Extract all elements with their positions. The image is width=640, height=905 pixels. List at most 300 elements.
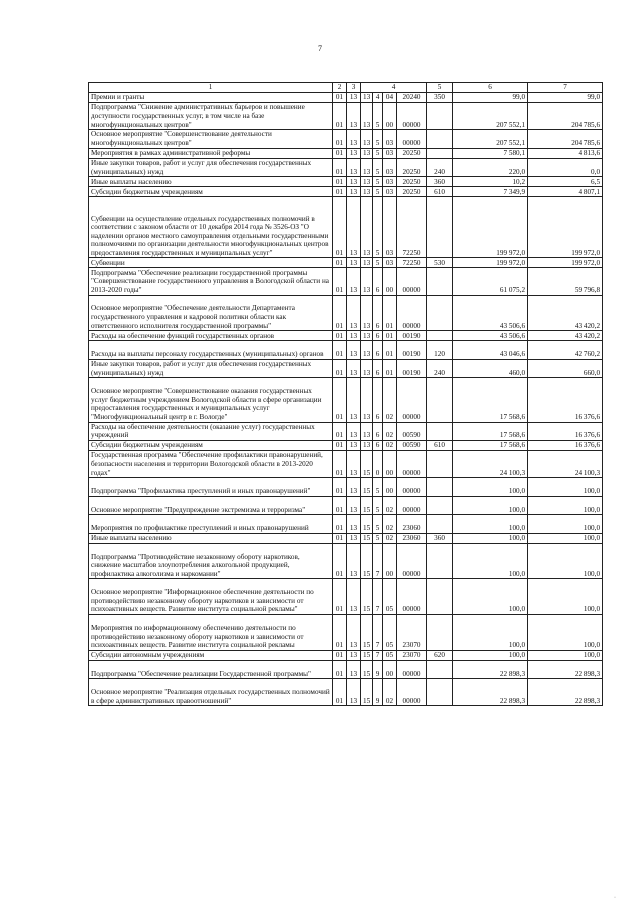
row-name: Основное мероприятие "Совершенствование оказания государственных услуг бюджетным учреждением Вологодской области в сфере организации предоставления государственных и муниципальных услуг "Многофункциональный центр в г. Вологде" — [89, 378, 333, 422]
row-program: 13 — [361, 177, 373, 187]
row-amount-6: 460,0 — [453, 359, 528, 378]
row-section: 01 — [333, 295, 347, 331]
row-name: Расходы на выплаты персоналу государственных (муниципальных) органов — [89, 341, 333, 360]
table-row — [89, 496, 603, 515]
row-amount-7: 100,0 — [528, 515, 603, 534]
row-expense-type: 350 — [427, 93, 453, 103]
row-expense-type — [427, 660, 453, 679]
row-direction: 00000 — [397, 660, 427, 679]
row-section: 01 — [333, 378, 347, 422]
row-subprogram: 6 — [373, 359, 383, 378]
row-subprogram: 6 — [373, 378, 383, 422]
row-program: 15 — [361, 660, 373, 679]
row-name: Подпрограмма "Противодействие незаконному обороту наркотиков, снижение масштабов злоупотребления алкогольной продукцией, профилактика алкоголизма и наркомании" — [89, 543, 333, 579]
row-expense-type — [427, 451, 453, 478]
row-activity: 00 — [383, 103, 397, 130]
row-program: 13 — [361, 258, 373, 268]
row-subsection: 13 — [347, 496, 361, 515]
row-direction: 00190 — [397, 359, 427, 378]
row-section: 01 — [333, 422, 347, 441]
row-subprogram: 7 — [373, 615, 383, 651]
row-subsection: 13 — [347, 177, 361, 187]
row-activity: 00 — [383, 660, 397, 679]
row-expense-type — [427, 295, 453, 331]
table-row — [89, 130, 603, 149]
row-subprogram: 5 — [373, 533, 383, 543]
row-amount-7: 199 972,0 — [528, 258, 603, 268]
row-expense-type — [427, 478, 453, 497]
header-col-4: 4 — [361, 83, 427, 93]
row-program: 15 — [361, 543, 373, 579]
header-col-5: 5 — [427, 83, 453, 93]
row-name: Субсидии бюджетным учреждениям — [89, 187, 333, 197]
row-direction: 00000 — [397, 496, 427, 515]
table-row — [89, 258, 603, 268]
row-subprogram: 5 — [373, 258, 383, 268]
row-activity: 02 — [383, 422, 397, 441]
row-amount-7: 99,0 — [528, 93, 603, 103]
row-subsection: 13 — [347, 441, 361, 451]
row-amount-7: 204 785,6 — [528, 103, 603, 130]
table-row — [89, 341, 603, 360]
table-body — [89, 93, 603, 706]
table-row — [89, 103, 603, 130]
row-subsection: 13 — [347, 93, 361, 103]
row-section: 01 — [333, 579, 347, 615]
row-section: 01 — [333, 197, 347, 258]
row-amount-6: 100,0 — [453, 650, 528, 660]
row-amount-7: 4 807,1 — [528, 187, 603, 197]
row-amount-6: 99,0 — [453, 93, 528, 103]
row-subprogram: 5 — [373, 187, 383, 197]
row-subsection: 13 — [347, 422, 361, 441]
row-subprogram: 6 — [373, 341, 383, 360]
table-row — [89, 268, 603, 295]
row-amount-6: 220,0 — [453, 158, 528, 177]
row-section: 01 — [333, 359, 347, 378]
row-section: 01 — [333, 103, 347, 130]
header-col-2: 2 — [333, 83, 347, 93]
row-direction: 00000 — [397, 130, 427, 149]
row-name: Премии и гранты — [89, 93, 333, 103]
row-subsection: 13 — [347, 378, 361, 422]
row-activity: 01 — [383, 295, 397, 331]
row-amount-7: 22 898,3 — [528, 660, 603, 679]
row-subsection: 13 — [347, 543, 361, 579]
row-direction: 23070 — [397, 650, 427, 660]
row-amount-7: 43 420,2 — [528, 295, 603, 331]
row-name: Государственная программа "Обеспечение профилактики правонарушений, безопасности населения и территории Вологодской области в 2013-2020 годах" — [89, 451, 333, 478]
row-name: Основное мероприятие "Обеспечение деятельности Департамента государственного управления и кадровой политики области как ответственного исполнителя государственной программы" — [89, 295, 333, 331]
row-expense-type — [427, 148, 453, 158]
row-name: Подпрограмма "Обеспечение реализации Государственной программы" — [89, 660, 333, 679]
row-name: Иные выплаты населению — [89, 533, 333, 543]
header-col-3: 3 — [347, 83, 361, 93]
row-program: 15 — [361, 615, 373, 651]
row-amount-6: 199 972,0 — [453, 197, 528, 258]
row-direction: 00000 — [397, 451, 427, 478]
row-program: 15 — [361, 515, 373, 534]
row-subsection: 13 — [347, 295, 361, 331]
row-subprogram: 6 — [373, 295, 383, 331]
row-direction: 00190 — [397, 341, 427, 360]
row-name: Иные закупки товаров, работ и услуг для обеспечения государственных (муниципальных) нужд — [89, 158, 333, 177]
row-activity: 05 — [383, 650, 397, 660]
row-expense-type — [427, 679, 453, 706]
row-amount-6: 100,0 — [453, 478, 528, 497]
row-section: 01 — [333, 478, 347, 497]
table-row — [89, 579, 603, 615]
row-subsection: 13 — [347, 533, 361, 543]
row-name: Субвенции — [89, 258, 333, 268]
row-subsection: 13 — [347, 451, 361, 478]
row-subprogram: 5 — [373, 496, 383, 515]
row-amount-6: 17 568,6 — [453, 441, 528, 451]
table-row — [89, 331, 603, 341]
row-direction: 00590 — [397, 422, 427, 441]
row-activity: 02 — [383, 378, 397, 422]
budget-table — [88, 82, 603, 706]
row-amount-6: 7 580,1 — [453, 148, 528, 158]
row-subprogram: 5 — [373, 103, 383, 130]
row-amount-6: 17 568,6 — [453, 422, 528, 441]
table-row — [89, 422, 603, 441]
row-amount-7: 6,5 — [528, 177, 603, 187]
row-direction: 00000 — [397, 268, 427, 295]
row-amount-6: 100,0 — [453, 533, 528, 543]
row-direction: 00000 — [397, 295, 427, 331]
row-program: 15 — [361, 579, 373, 615]
row-subsection: 13 — [347, 268, 361, 295]
row-section: 01 — [333, 268, 347, 295]
row-section: 01 — [333, 148, 347, 158]
header-col-6: 6 — [453, 83, 528, 93]
row-name: Подпрограмма "Снижение административных барьеров и повышение доступности государственных услуг, в том числе на базе многофункциональных центров" — [89, 103, 333, 130]
table-row — [89, 660, 603, 679]
row-subsection: 13 — [347, 650, 361, 660]
table-row — [89, 679, 603, 706]
row-subprogram: 5 — [373, 478, 383, 497]
row-expense-type: 620 — [427, 650, 453, 660]
row-section: 01 — [333, 679, 347, 706]
row-expense-type — [427, 615, 453, 651]
row-amount-6: 100,0 — [453, 543, 528, 579]
row-activity: 02 — [383, 496, 397, 515]
row-amount-6: 10,2 — [453, 177, 528, 187]
row-direction: 23070 — [397, 615, 427, 651]
row-program: 13 — [361, 441, 373, 451]
row-direction: 20250 — [397, 177, 427, 187]
row-name: Расходы на обеспечение деятельности (оказание услуг) государственных учреждений — [89, 422, 333, 441]
row-section: 01 — [333, 331, 347, 341]
row-expense-type: 240 — [427, 158, 453, 177]
row-expense-type — [427, 103, 453, 130]
table-row — [89, 441, 603, 451]
row-program: 13 — [361, 341, 373, 360]
row-expense-type — [427, 331, 453, 341]
row-subsection: 13 — [347, 158, 361, 177]
row-activity: 01 — [383, 341, 397, 360]
row-section: 01 — [333, 615, 347, 651]
row-amount-6: 43 506,6 — [453, 295, 528, 331]
row-subprogram: 5 — [373, 197, 383, 258]
row-activity: 03 — [383, 197, 397, 258]
row-amount-7: 660,0 — [528, 359, 603, 378]
row-direction: 00000 — [397, 579, 427, 615]
row-program: 13 — [361, 295, 373, 331]
row-section: 01 — [333, 130, 347, 149]
page-number: 7 — [318, 44, 322, 53]
row-subprogram: 5 — [373, 177, 383, 187]
table-row — [89, 451, 603, 478]
row-subprogram: 9 — [373, 660, 383, 679]
row-subsection: 13 — [347, 660, 361, 679]
header-col-7: 7 — [528, 83, 603, 93]
row-amount-7: 100,0 — [528, 650, 603, 660]
row-expense-type: 610 — [427, 441, 453, 451]
row-subsection: 13 — [347, 331, 361, 341]
row-subprogram: 7 — [373, 650, 383, 660]
row-program: 13 — [361, 148, 373, 158]
row-direction: 00590 — [397, 441, 427, 451]
row-name: Подпрограмма "Обеспечение реализации государственной программы "Совершенствование государственного управления в Вологодской области на 2013-2020 годы" — [89, 268, 333, 295]
row-amount-7: 22 898,3 — [528, 679, 603, 706]
row-subsection: 13 — [347, 130, 361, 149]
row-amount-6: 22 898,3 — [453, 679, 528, 706]
row-activity: 03 — [383, 187, 397, 197]
row-section: 01 — [333, 496, 347, 515]
row-section: 01 — [333, 258, 347, 268]
row-activity: 03 — [383, 130, 397, 149]
row-amount-7: 59 796,8 — [528, 268, 603, 295]
row-direction: 72250 — [397, 197, 427, 258]
row-amount-7: 100,0 — [528, 579, 603, 615]
row-name: Субвенции на осуществление отдельных государственных полномочий в соответствии с законом области от 10 декабря 2014 года № 3526-ОЗ "О наделении органов местного самоуправления отдельными государственными полномочиями по организации деятельности многофункциональных центров предоставления государственных и муниципальных услуг" — [89, 197, 333, 258]
row-amount-7: 4 813,6 — [528, 148, 603, 158]
row-amount-7: 100,0 — [528, 478, 603, 497]
row-program: 15 — [361, 679, 373, 706]
row-amount-6: 43 506,6 — [453, 331, 528, 341]
row-subsection: 13 — [347, 187, 361, 197]
row-name: Подпрограмма "Профилактика преступлений и иных правонарушений" — [89, 478, 333, 497]
row-program: 13 — [361, 268, 373, 295]
row-amount-7: 199 972,0 — [528, 197, 603, 258]
table-row — [89, 177, 603, 187]
row-activity: 03 — [383, 158, 397, 177]
row-subsection: 13 — [347, 197, 361, 258]
row-direction: 20250 — [397, 187, 427, 197]
row-amount-7: 100,0 — [528, 533, 603, 543]
row-amount-7: 204 785,6 — [528, 130, 603, 149]
row-subsection: 13 — [347, 679, 361, 706]
row-expense-type: 240 — [427, 359, 453, 378]
row-direction: 00190 — [397, 331, 427, 341]
row-program: 13 — [361, 130, 373, 149]
row-section: 01 — [333, 187, 347, 197]
table-row — [89, 478, 603, 497]
row-name: Мероприятия по профилактике преступлений и иных правонарушений — [89, 515, 333, 534]
row-activity: 00 — [383, 478, 397, 497]
row-activity: 00 — [383, 451, 397, 478]
row-amount-6: 17 568,6 — [453, 378, 528, 422]
row-section: 01 — [333, 650, 347, 660]
row-direction: 23060 — [397, 515, 427, 534]
row-section: 01 — [333, 660, 347, 679]
table-row — [89, 533, 603, 543]
row-activity: 01 — [383, 359, 397, 378]
row-subsection: 13 — [347, 359, 361, 378]
row-amount-7: 16 376,6 — [528, 441, 603, 451]
row-name: Расходы на обеспечение функций государственных органов — [89, 331, 333, 341]
row-subprogram: 7 — [373, 579, 383, 615]
row-program: 15 — [361, 533, 373, 543]
row-name: Субсидии бюджетным учреждениям — [89, 441, 333, 451]
row-expense-type: 360 — [427, 177, 453, 187]
table-row — [89, 650, 603, 660]
row-subprogram: 5 — [373, 515, 383, 534]
row-program: 13 — [361, 359, 373, 378]
row-amount-6: 61 075,2 — [453, 268, 528, 295]
row-amount-6: 100,0 — [453, 515, 528, 534]
table-row — [89, 197, 603, 258]
row-name: Основное мероприятие "Информационное обеспечение деятельности по противодействию незаконному обороту наркотиков и зависимости от психоактивных веществ. Развитие института социальной рекламы" — [89, 579, 333, 615]
row-activity: 00 — [383, 268, 397, 295]
row-expense-type: 360 — [427, 533, 453, 543]
row-subprogram: 5 — [373, 148, 383, 158]
row-subsection: 13 — [347, 258, 361, 268]
row-subprogram: 9 — [373, 679, 383, 706]
row-expense-type — [427, 130, 453, 149]
row-activity: 05 — [383, 579, 397, 615]
row-amount-7: 43 420,2 — [528, 331, 603, 341]
row-program: 15 — [361, 451, 373, 478]
row-section: 01 — [333, 158, 347, 177]
row-section: 01 — [333, 515, 347, 534]
row-amount-6: 199 972,0 — [453, 258, 528, 268]
table-row — [89, 515, 603, 534]
row-program: 13 — [361, 378, 373, 422]
row-subprogram: 4 — [373, 93, 383, 103]
row-amount-6: 7 349,9 — [453, 187, 528, 197]
row-section: 01 — [333, 533, 347, 543]
row-direction: 00000 — [397, 103, 427, 130]
row-expense-type — [427, 543, 453, 579]
row-activity: 03 — [383, 177, 397, 187]
row-amount-6: 100,0 — [453, 615, 528, 651]
row-name: Иные закупки товаров, работ и услуг для обеспечения государственных (муниципальных) нужд — [89, 359, 333, 378]
row-expense-type — [427, 197, 453, 258]
row-amount-6: 207 552,1 — [453, 130, 528, 149]
row-section: 01 — [333, 93, 347, 103]
table-row — [89, 378, 603, 422]
row-direction: 00000 — [397, 478, 427, 497]
row-expense-type — [427, 496, 453, 515]
table-header-row — [89, 83, 603, 93]
row-direction: 72250 — [397, 258, 427, 268]
row-amount-6: 22 898,3 — [453, 660, 528, 679]
table-row — [89, 615, 603, 651]
row-expense-type: 610 — [427, 187, 453, 197]
row-expense-type — [427, 422, 453, 441]
row-amount-7: 100,0 — [528, 496, 603, 515]
row-activity: 03 — [383, 258, 397, 268]
row-direction: 23060 — [397, 533, 427, 543]
row-program: 13 — [361, 187, 373, 197]
table-row — [89, 148, 603, 158]
header-col-1: 1 — [89, 83, 333, 93]
row-name: Основное мероприятие "Реализация отдельных государственных полномочий в сфере административных правоотношений" — [89, 679, 333, 706]
row-program: 15 — [361, 650, 373, 660]
row-amount-6: 43 046,6 — [453, 341, 528, 360]
row-section: 01 — [333, 543, 347, 579]
row-amount-6: 100,0 — [453, 496, 528, 515]
row-program: 13 — [361, 103, 373, 130]
row-subprogram: 0 — [373, 451, 383, 478]
row-subprogram: 6 — [373, 422, 383, 441]
table-row — [89, 543, 603, 579]
row-name: Основное мероприятие "Предупреждение экстремизма и терроризма" — [89, 496, 333, 515]
row-activity: 02 — [383, 533, 397, 543]
row-amount-7: 100,0 — [528, 543, 603, 579]
row-program: 13 — [361, 197, 373, 258]
row-program: 13 — [361, 158, 373, 177]
table-row — [89, 93, 603, 103]
row-subsection: 13 — [347, 148, 361, 158]
row-expense-type — [427, 378, 453, 422]
row-amount-6: 100,0 — [453, 579, 528, 615]
row-name: Основное мероприятие "Совершенствование деятельности многофункциональных центров" — [89, 130, 333, 149]
row-program: 15 — [361, 496, 373, 515]
row-subsection: 13 — [347, 103, 361, 130]
row-activity: 02 — [383, 679, 397, 706]
row-amount-7: 16 376,6 — [528, 422, 603, 441]
row-subsection: 13 — [347, 478, 361, 497]
row-section: 01 — [333, 451, 347, 478]
row-activity: 01 — [383, 331, 397, 341]
row-amount-6: 207 552,1 — [453, 103, 528, 130]
table-row — [89, 295, 603, 331]
row-name: Мероприятия по информационному обеспечению деятельности по противодействию незаконному обороту наркотиков и зависимости от психоактивных веществ. Развитие института социальной рекламы — [89, 615, 333, 651]
table-row — [89, 158, 603, 177]
row-amount-7: 42 760,2 — [528, 341, 603, 360]
row-activity: 02 — [383, 515, 397, 534]
row-name: Субсидии автономным учреждениям — [89, 650, 333, 660]
row-activity: 03 — [383, 148, 397, 158]
row-subsection: 13 — [347, 579, 361, 615]
row-expense-type: 530 — [427, 258, 453, 268]
row-activity: 02 — [383, 441, 397, 451]
row-expense-type — [427, 268, 453, 295]
row-direction: 00000 — [397, 543, 427, 579]
row-amount-7: 0,0 — [528, 158, 603, 177]
row-amount-7: 24 100,3 — [528, 451, 603, 478]
row-subsection: 13 — [347, 515, 361, 534]
row-direction: 00000 — [397, 378, 427, 422]
row-direction: 00000 — [397, 679, 427, 706]
row-expense-type — [427, 515, 453, 534]
row-amount-6: 24 100,3 — [453, 451, 528, 478]
row-name: Мероприятия в рамках административной реформы — [89, 148, 333, 158]
row-section: 01 — [333, 341, 347, 360]
row-program: 13 — [361, 422, 373, 441]
row-program: 13 — [361, 93, 373, 103]
row-subsection: 13 — [347, 341, 361, 360]
row-expense-type: 120 — [427, 341, 453, 360]
row-amount-7: 16 376,6 — [528, 378, 603, 422]
table-row — [89, 359, 603, 378]
row-subprogram: 6 — [373, 441, 383, 451]
row-subprogram: 5 — [373, 158, 383, 177]
